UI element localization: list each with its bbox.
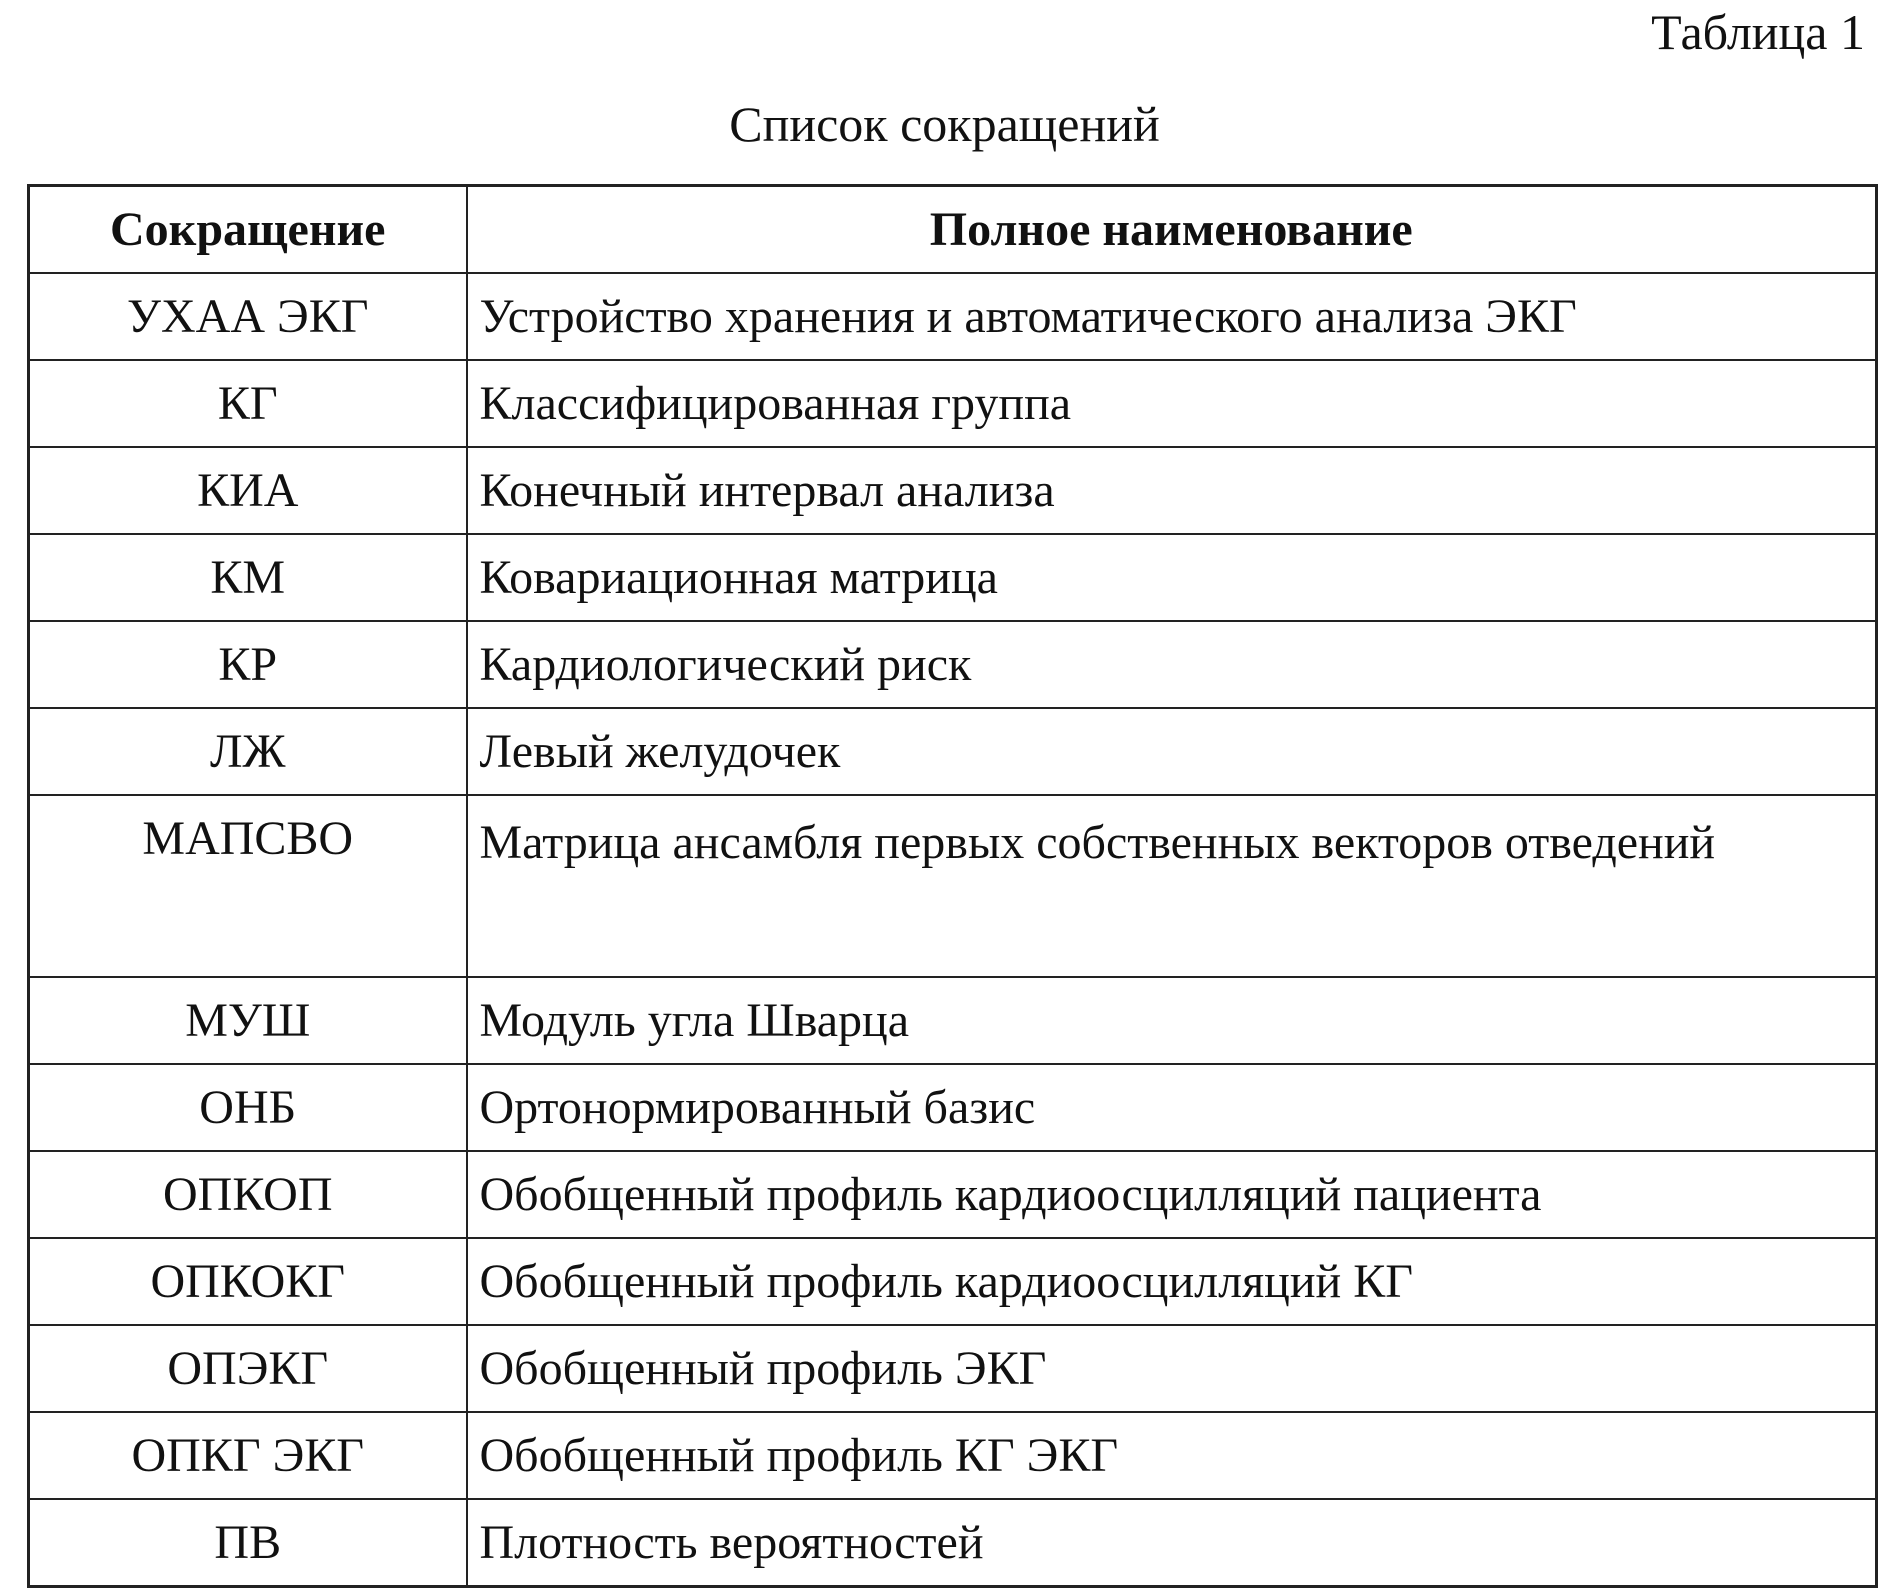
table-number: Таблица 1	[1651, 4, 1865, 60]
full-name-cell: Матрица ансамбля первых собственных векторов отведений	[467, 795, 1877, 977]
full-name-cell: Обобщенный профиль кардиоосцилляций пациента	[467, 1151, 1877, 1238]
abbreviation-cell: КГ	[29, 360, 467, 447]
column-header-full-name: Полное наименование	[467, 186, 1877, 274]
table-row	[29, 621, 1877, 708]
full-name-cell: Устройство хранения и автоматического анализа ЭКГ	[467, 273, 1877, 360]
abbreviation-cell: УХАА ЭКГ	[29, 273, 467, 360]
table-row	[29, 1151, 1877, 1238]
abbreviation-cell: МУШ	[29, 977, 467, 1064]
table-row	[29, 447, 1877, 534]
header-row	[29, 186, 1877, 274]
full-name-cell: Кардиологический риск	[467, 621, 1877, 708]
full-name-cell: Обобщенный профиль КГ ЭКГ	[467, 1412, 1877, 1499]
full-name-cell: Обобщенный профиль ЭКГ	[467, 1325, 1877, 1412]
abbreviation-cell: ОПКОП	[29, 1151, 467, 1238]
table-row	[29, 1064, 1877, 1151]
abbreviation-cell: ОПКГ ЭКГ	[29, 1412, 467, 1499]
table-row	[29, 1412, 1877, 1499]
table-row	[29, 795, 1877, 977]
full-name-cell: Конечный интервал анализа	[467, 447, 1877, 534]
abbreviation-cell: ПВ	[29, 1499, 467, 1587]
table-row	[29, 1325, 1877, 1412]
full-name-cell: Модуль угла Шварца	[467, 977, 1877, 1064]
full-name-cell: Ковариационная матрица	[467, 534, 1877, 621]
table-row	[29, 534, 1877, 621]
table-row	[29, 977, 1877, 1064]
abbreviation-cell: КМ	[29, 534, 467, 621]
table-header	[29, 186, 1877, 274]
table-row	[29, 360, 1877, 447]
table-row	[29, 273, 1877, 360]
table-caption: Список сокращений	[729, 96, 1160, 152]
table-row	[29, 1238, 1877, 1325]
table-row	[29, 1499, 1877, 1587]
abbreviations-table	[27, 184, 1878, 1588]
table-row	[29, 708, 1877, 795]
full-name-cell: Плотность вероятностей	[467, 1499, 1877, 1587]
abbreviation-cell: МАПСВО	[29, 795, 467, 977]
full-name-cell: Левый желудочек	[467, 708, 1877, 795]
full-name-cell: Ортонормированный базис	[467, 1064, 1877, 1151]
abbreviation-cell: ОПЭКГ	[29, 1325, 467, 1412]
full-name-cell: Обобщенный профиль кардиоосцилляций КГ	[467, 1238, 1877, 1325]
full-name-cell: Классифицированная группа	[467, 360, 1877, 447]
abbreviation-cell: ОПКОКГ	[29, 1238, 467, 1325]
column-header-abbreviation: Сокращение	[29, 186, 467, 274]
abbreviation-cell: ЛЖ	[29, 708, 467, 795]
abbreviation-cell: КИА	[29, 447, 467, 534]
abbreviation-cell: ОНБ	[29, 1064, 467, 1151]
table-body	[29, 273, 1877, 1587]
abbreviation-cell: КР	[29, 621, 467, 708]
